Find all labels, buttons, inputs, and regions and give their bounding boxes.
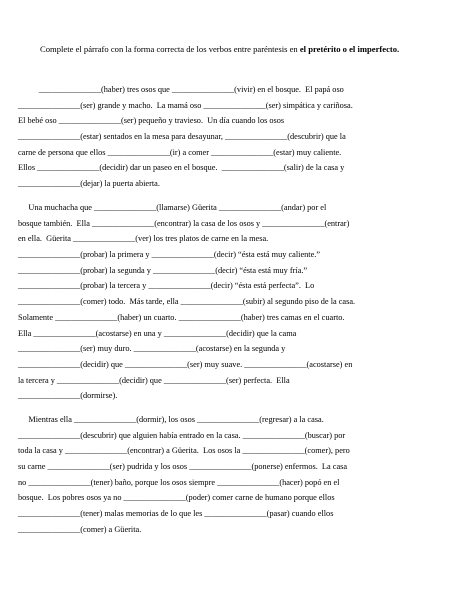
paragraph-line: _______________(dejar) la puerta abierta.: [18, 179, 160, 189]
paragraph-line: _______________(tener) malas memorias de lo que les _______________(pasar) cuando ellos: [18, 509, 334, 519]
instructions: [40, 44, 460, 55]
paragraph-line: _______________(estar) sentados en la mesa para desayunar, _______________(descubrir) que la: [18, 132, 346, 142]
paragraph-line: Ellos _______________(decidir) dar un paseo en el bosque. _______________(salir) de la casa y: [18, 163, 345, 173]
paragraph-line: _______________(comer) todo. Más tarde, ella _______________(subir) al segundo piso de la casa.: [18, 297, 356, 307]
paragraph-line: su carne _______________(ser) pudrida y los osos _______________(ponerse) enfermos. La casa: [18, 462, 348, 472]
paragraph-2: [18, 200, 458, 404]
paragraph-line: _______________(comer) a Güerita.: [18, 524, 142, 534]
paragraph-line: toda la casa y _______________(encontrar) a Güerita. Los osos la _______________(comer), pero: [18, 446, 350, 456]
paragraph-line: Una muchacha que _______________(llamarse) Güerita _______________(andar) por el: [18, 203, 327, 212]
paragraph-line: _______________(ser) grande y macho. La mamá oso _______________(ser) simpática y cariñosa.: [18, 100, 353, 110]
paragraph-line: _______________(probar) la tercera y _______________(decir) “ésta está perfecta”. Lo: [18, 281, 315, 291]
paragraph-line: _______________(ser) muy duro. _______________(acostarse) en la segunda y: [18, 344, 286, 354]
paragraph-line: El bebé oso _______________(ser) pequeño y travieso. Un día cuando los osos: [18, 116, 285, 126]
paragraph-line: _______________(probar) la primera y _______________(decir) “ésta está muy caliente.”: [18, 250, 321, 260]
paragraph-line: _______________(probar) la segunda y _______________(decir) “ésta está muy fría.”: [18, 265, 308, 275]
paragraph-line: en ella. Güerita _______________(ver) los tres platos de carne en la mesa.: [18, 234, 269, 244]
paragraph-line: _______________(dormirse).: [18, 391, 118, 401]
paragraph-line: Solamente _______________(haber) un cuarto. _______________(haber) tres camas en el cuarto.: [18, 312, 345, 322]
paragraph-line: _______________(descubrir) que alguien había entrado en la casa. _______________(buscar) por: [18, 430, 346, 440]
paragraph-line: bosque. Los pobres osos ya no _______________(poder) comer carne de humano porque ellos: [18, 493, 335, 503]
paragraph-line: la tercera y _______________(decidir) que _______________(ser) perfecta. Ella: [18, 375, 290, 385]
paragraph-line: _______________(haber) tres osos que _______________(vivir) en el bosque. El papá oso: [18, 85, 344, 94]
paragraph-line: carne de persona que ellos _______________(ir) a comer _______________(estar) muy caliente.: [18, 147, 342, 157]
paragraph-line: Mientras ella _______________(dormir), los osos _______________(regresar) a la casa.: [18, 415, 324, 424]
paragraph-line: Ella _______________(acostarse) en una y _______________(decidir) que la cama: [18, 328, 297, 338]
instructions-text: Complete el párrafo con la forma correcta de los verbos entre paréntesis en: [40, 44, 300, 54]
paragraph-1: [18, 82, 458, 192]
paragraph-line: bosque también. Ella _______________(encontrar) la casa de los osos y _______________(entrar): [18, 218, 350, 228]
instructions-emphasis: el pretérito o el imperfecto.: [299, 44, 400, 54]
paragraph-line: _______________(decidir) que _______________(ser) muy suave. _______________(acostarse) en: [18, 359, 353, 369]
paragraph-line: no _______________(tener) baño, porque los osos siempre _______________(hacer) popó en el: [18, 477, 340, 487]
paragraph-3: [18, 412, 458, 538]
